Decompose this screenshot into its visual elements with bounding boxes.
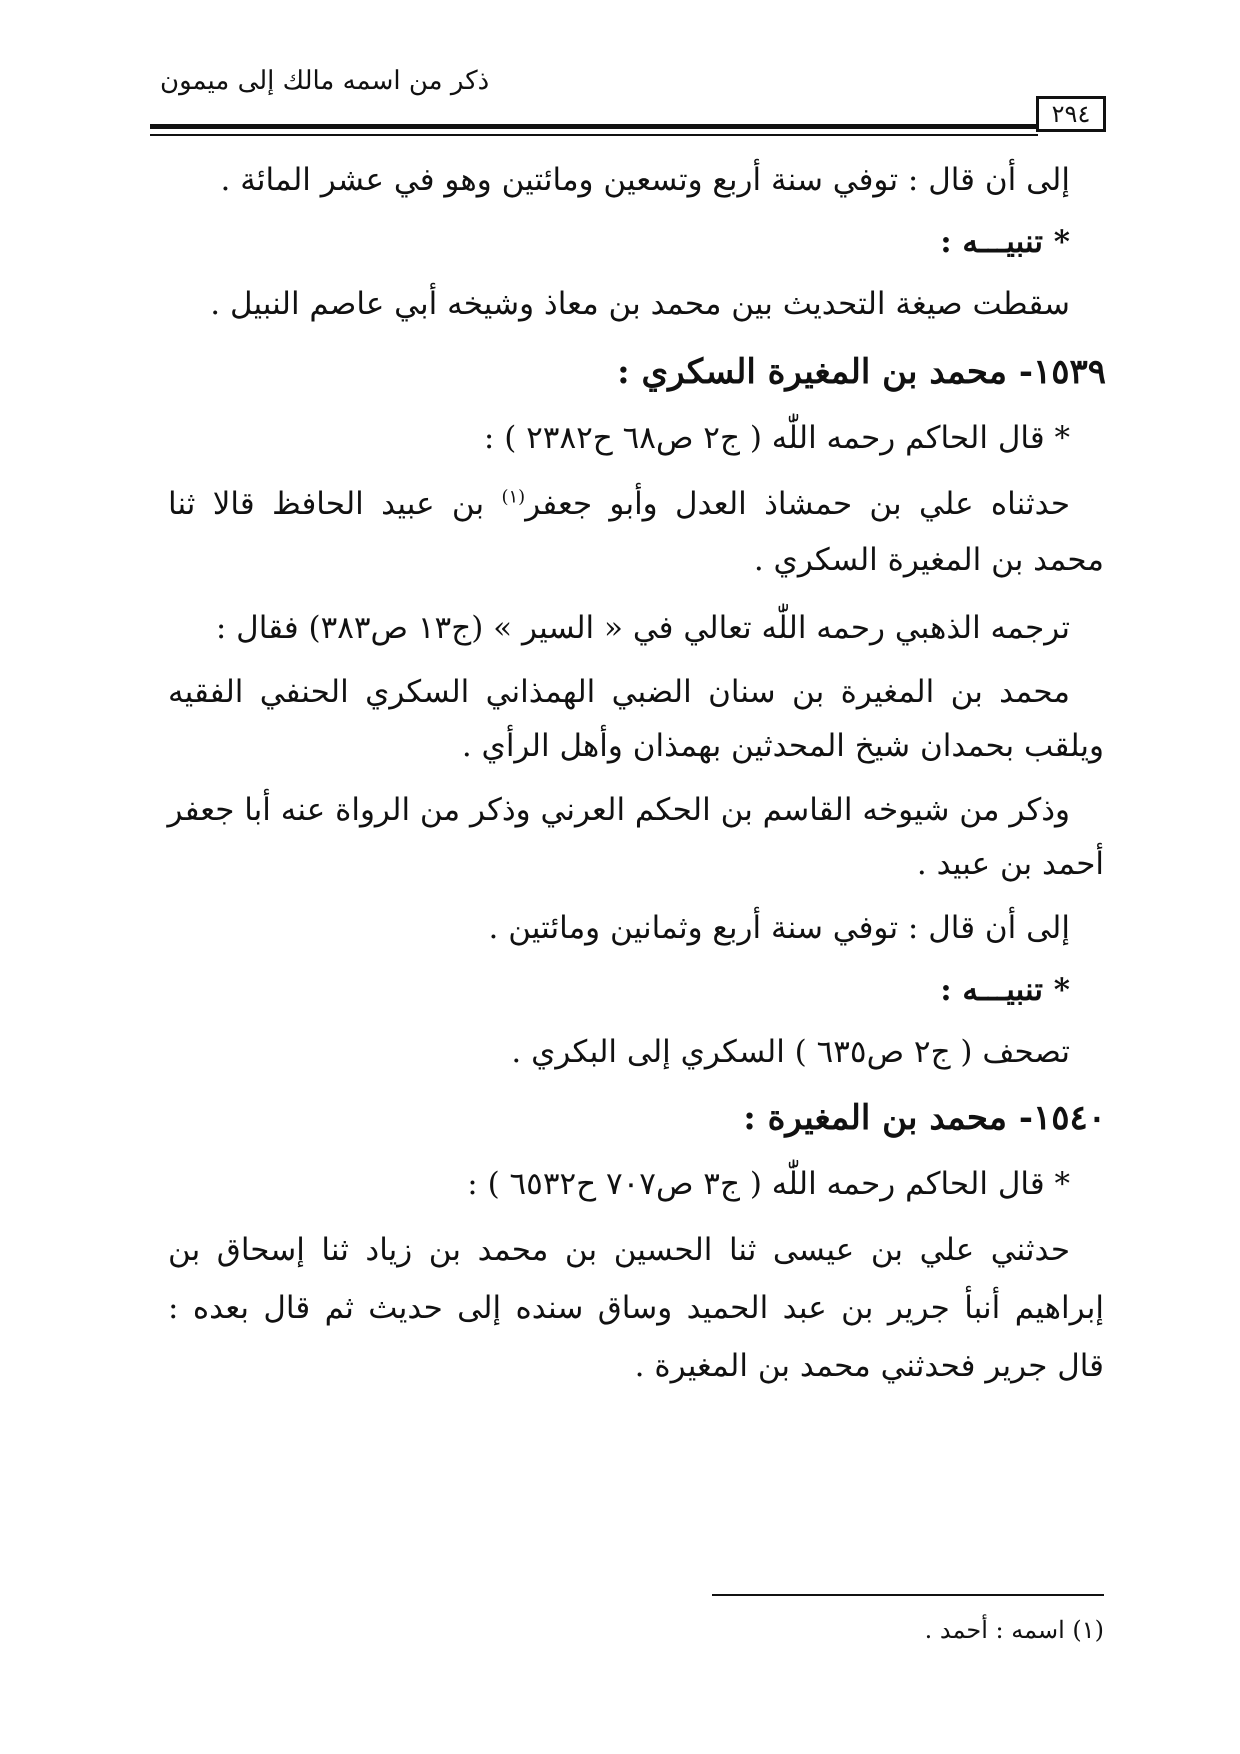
text-line: إبراهيم أنبأ جرير بن عبد الحميد وساق سنده إلى حديث ثم قال بعده : (168, 1290, 1104, 1326)
text-line: ترجمه الذهبي رحمه اللّٰه تعالي في « السير » (ج١٣ ص٣٨٣) فقال : (215, 610, 1070, 646)
footnote: (١) اسمه : أحمد . (924, 1616, 1104, 1644)
citation-line: * قال الحاكم رحمه اللّٰه ( ج٢ ص٦٨ ح٢٣٨٢ ) : (483, 420, 1070, 456)
text-line: حدثني علي بن عيسى ثنا الحسين بن محمد بن زياد ثنا إسحاق بن (168, 1232, 1070, 1268)
text-fragment: حدثناه علي بن حمشاذ العدل وأبو جعفر (525, 486, 1071, 522)
text-line (168, 482, 1070, 526)
entry-heading: ١٥٤٠- محمد بن المغيرة : (743, 1098, 1106, 1138)
header-rule-thin (150, 134, 1038, 136)
notice-label: * تنبيـــه : (940, 972, 1070, 1008)
text-line: إلى أن قال : توفي سنة أربع وتسعين ومائتين وهو في عشر المائة . (220, 162, 1070, 198)
text-line: وذكر من شيوخه القاسم بن الحكم العرني وذكر من الرواة عنه أبا جعفر (167, 792, 1070, 828)
notice-label: * تنبيـــه : (940, 224, 1070, 260)
page-number: ٢٩٤ (1036, 96, 1106, 132)
text-line: محمد بن المغيرة بن سنان الضبي الهمذاني السكري الحنفي الفقيه (168, 674, 1070, 710)
entry-heading: ١٥٣٩- محمد بن المغيرة السكري : (617, 352, 1106, 392)
citation-line: * قال الحاكم رحمه اللّٰه ( ج٣ ص٧٠٧ ح٦٥٣٢ ) : (467, 1166, 1070, 1202)
text-line: قال جرير فحدثني محمد بن المغيرة . (634, 1348, 1104, 1384)
running-title: ذكر من اسمه مالك إلى ميمون (160, 66, 490, 96)
text-line: ويلقب بحمدان شيخ المحدثين بهمذان وأهل الرأي . (461, 728, 1104, 764)
text-line: أحمد بن عبيد . (916, 846, 1104, 882)
text-fragment: بن عبيد الحافظ قالا ثنا (168, 486, 502, 522)
text-line: تصحف ( ج٢ ص٦٣٥ ) السكري إلى البكري . (511, 1034, 1070, 1070)
footnote-separator (712, 1594, 1104, 1596)
text-line: محمد بن المغيرة السكري . (753, 542, 1104, 578)
header-rule-thick (150, 124, 1038, 129)
text-line: سقطت صيغة التحديث بين محمد بن معاذ وشيخه أبي عاصم النبيل . (210, 286, 1070, 322)
footnote-reference: (١) (501, 486, 526, 508)
text-line: إلى أن قال : توفي سنة أربع وثمانين ومائتين . (488, 910, 1070, 946)
